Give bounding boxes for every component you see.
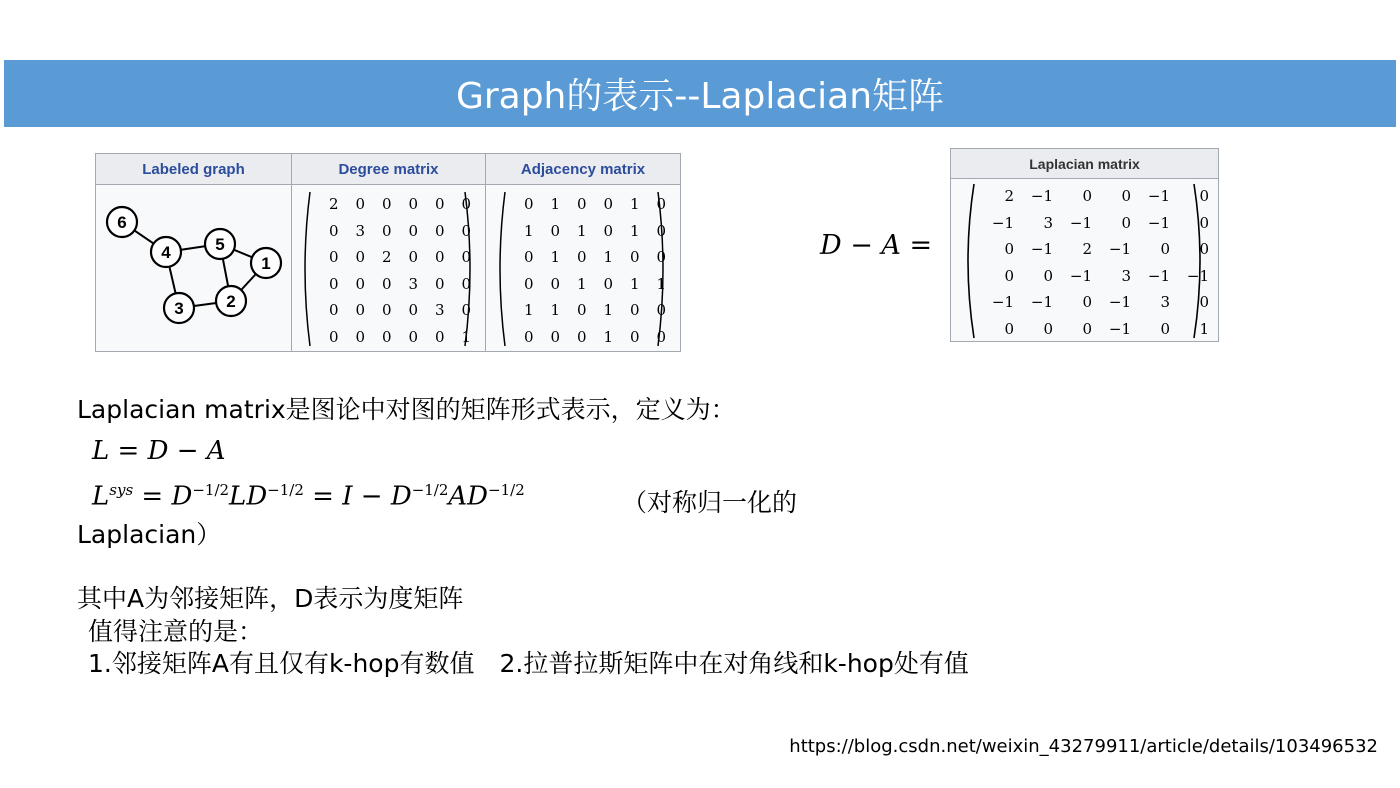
matrix-cell: 0: [461, 195, 471, 214]
matrix-cell: 0: [1082, 187, 1092, 206]
matrix-row: [507, 297, 666, 324]
note-points: 1.邻接矩阵A有且仅有k-hop有数值 2.拉普拉斯矩阵中在对角线和k-hop处有值: [88, 649, 969, 678]
symmetric-note-cont: Laplacian）: [77, 520, 222, 549]
matrix-row: [975, 263, 1209, 290]
matrix-cell: 0: [434, 274, 445, 293]
matrix-cell: −1: [1108, 319, 1131, 338]
matrix-cell: 1: [550, 248, 560, 267]
adjacency-matrix-cell: [486, 185, 681, 352]
matrix-cell: 2: [381, 248, 392, 267]
matrix-cell: 0: [603, 195, 613, 214]
matrix-cell: 0: [355, 327, 365, 346]
matrix-cell: 0: [328, 301, 339, 320]
matrix-row: [975, 183, 1209, 210]
symmetric-note: （对称归一化的: [622, 488, 798, 517]
graph-node-label: 1: [261, 254, 271, 273]
matrix-cell: 0: [328, 221, 339, 240]
matrix-cell: 0: [461, 274, 471, 293]
matrix-cell: 0: [408, 301, 418, 320]
matrix-cell: 0: [434, 327, 445, 346]
matrix-cell: 0: [461, 248, 471, 267]
matrix-cell: 3: [1160, 293, 1170, 312]
matrix-cell: −1: [1069, 213, 1092, 232]
matrix-cell: −1: [1147, 266, 1170, 285]
matrix-cell: 0: [1199, 293, 1209, 312]
matrix-cell: 3: [1043, 213, 1053, 232]
matrix-cell: 0: [523, 327, 534, 346]
matrix-row: [312, 191, 471, 218]
graph-matrices-table: [95, 153, 681, 352]
matrix-cell: 1: [576, 221, 587, 240]
labeled-graph-diagram: [96, 185, 291, 347]
matrix-row: [507, 324, 666, 351]
note-heading: 值得注意的是：: [88, 617, 264, 646]
degree-matrix: [292, 187, 485, 349]
laplacian-matrix-cell: [951, 179, 1219, 342]
matrix-cell: 1: [603, 327, 613, 346]
matrix-cell: 0: [576, 195, 587, 214]
matrix-row: [507, 218, 666, 245]
matrix-cell: 0: [1160, 319, 1170, 338]
matrix-cell: 1: [550, 301, 560, 320]
matrix-cell: 0: [355, 301, 365, 320]
matrix-row: [507, 191, 666, 218]
matrix-cell: −1: [1147, 213, 1170, 232]
matrix-cell: 1: [603, 301, 613, 320]
matrix-cell: 0: [1121, 187, 1131, 206]
right-paren: [1193, 183, 1207, 339]
matrix-cell: −1: [1108, 240, 1131, 259]
matrix-cell: 0: [603, 221, 613, 240]
labeled-graph-cell: [96, 185, 292, 352]
matrix-cell: 0: [523, 195, 534, 214]
matrix-cell: 0: [408, 221, 418, 240]
matrix-cell: 0: [355, 195, 365, 214]
matrix-cell: 1: [523, 301, 534, 320]
matrix-cell: −1: [1108, 293, 1131, 312]
right-paren: [464, 191, 476, 347]
matrix-cell: 0: [328, 327, 339, 346]
laplacian-table: [950, 148, 1219, 342]
matrix-cell: 3: [434, 301, 445, 320]
degree-matrix-cell: [292, 185, 486, 352]
matrix-row: [312, 324, 471, 351]
matrix-cell: 0: [1199, 187, 1209, 206]
matrix-cell: 0: [1199, 213, 1209, 232]
where-line: 其中A为邻接矩阵，D表示为度矩阵: [77, 584, 464, 613]
matrix-row: [975, 210, 1209, 237]
matrix-cell: 0: [576, 248, 587, 267]
matrix-cell: 0: [1160, 240, 1170, 259]
matrix-row: [312, 271, 471, 298]
matrix-cell: 0: [461, 301, 471, 320]
source-url: https://blog.csdn.net/weixin_43279911/article/details/103496532: [789, 736, 1378, 757]
matrix-cell: 0: [656, 195, 666, 214]
matrix-cell: 0: [656, 248, 666, 267]
formula-symmetric-laplacian: $L^{sys} = D^{-1/2}LD^{-1/2} = I - D^{-1/2}AD^{-1/2}$: [92, 481, 525, 512]
left-paren: [299, 191, 311, 347]
matrix-cell: 1: [656, 274, 666, 293]
matrix-cell: 0: [1004, 319, 1014, 338]
matrix-row: [975, 289, 1209, 316]
matrix-cell: 0: [1082, 319, 1092, 338]
matrix-cell: 0: [550, 327, 560, 346]
intro-text: Laplacian matrix是图论中对图的矩阵形式表示，定义为：: [77, 395, 736, 424]
matrix-cell: 0: [629, 248, 640, 267]
matrix-cell: 0: [1043, 266, 1053, 285]
matrix-cell: 1: [550, 195, 560, 214]
matrix-cell: 0: [434, 221, 445, 240]
header-adjacency-matrix: Adjacency matrix: [486, 154, 681, 185]
matrix-cell: 0: [434, 248, 445, 267]
matrix-cell: 0: [523, 274, 534, 293]
graph-node-label: 4: [161, 243, 171, 262]
matrix-cell: 0: [576, 327, 587, 346]
matrix-cell: −1: [1147, 187, 1170, 206]
matrix-row: [975, 236, 1209, 263]
matrix-cell: 1: [523, 221, 534, 240]
matrix-cell: 0: [629, 327, 640, 346]
matrix-row: [507, 271, 666, 298]
matrix-cell: 0: [1004, 240, 1014, 259]
right-paren: [657, 191, 669, 347]
matrix-cell: 0: [550, 274, 560, 293]
matrix-cell: 1: [629, 195, 640, 214]
matrix-cell: −1: [1030, 293, 1053, 312]
matrix-cell: 0: [1043, 319, 1053, 338]
left-paren: [961, 183, 975, 339]
laplacian-equation-label: D − A =: [820, 230, 933, 261]
formula-l-equals-d-minus-a: L = D − A: [92, 436, 226, 466]
matrix-cell: 0: [381, 274, 392, 293]
matrix-cell: 0: [408, 327, 418, 346]
matrix-cell: 0: [381, 221, 392, 240]
matrix-cell: 1: [461, 327, 471, 346]
matrix-cell: 0: [576, 301, 587, 320]
matrix-cell: 2: [328, 195, 339, 214]
graph-node-label: 5: [215, 235, 225, 254]
matrix-cell: 0: [355, 274, 365, 293]
matrix-cell: 3: [408, 274, 418, 293]
left-paren: [494, 191, 506, 347]
matrix-cell: 0: [461, 221, 471, 240]
matrix-cell: −1: [1030, 187, 1053, 206]
header-degree-matrix: Degree matrix: [292, 154, 486, 185]
matrix-row: [312, 244, 471, 271]
matrix-cell: 0: [328, 274, 339, 293]
matrix-cell: 1: [603, 248, 613, 267]
graph-node-label: 2: [226, 292, 236, 311]
matrix-cell: 0: [1121, 213, 1131, 232]
matrix-cell: 0: [1082, 293, 1092, 312]
matrix-cell: 0: [550, 221, 560, 240]
matrix-cell: 3: [1121, 266, 1131, 285]
matrix-cell: 0: [603, 274, 613, 293]
matrix-cell: 0: [434, 195, 445, 214]
matrix-cell: 0: [656, 301, 666, 320]
graph-node-label: 6: [117, 213, 127, 232]
matrix-cell: 2: [1004, 187, 1014, 206]
laplacian-matrix: [951, 179, 1218, 341]
matrix-cell: −1: [1030, 240, 1053, 259]
matrix-cell: 0: [381, 327, 392, 346]
matrix-cell: −1: [991, 213, 1014, 232]
matrix-cell: 0: [629, 301, 640, 320]
matrix-cell: 3: [355, 221, 365, 240]
header-laplacian-matrix: Laplacian matrix: [951, 149, 1219, 179]
matrix-row: [975, 316, 1209, 343]
matrix-cell: 0: [328, 248, 339, 267]
matrix-cell: 1: [1199, 319, 1209, 338]
matrix-cell: 0: [523, 248, 534, 267]
matrix-cell: 0: [355, 248, 365, 267]
matrix-cell: 0: [656, 221, 666, 240]
matrix-cell: 0: [381, 195, 392, 214]
matrix-cell: 0: [408, 248, 418, 267]
matrix-cell: 0: [1004, 266, 1014, 285]
matrix-cell: −1: [991, 293, 1014, 312]
matrix-cell: 0: [408, 195, 418, 214]
slide-title: Graph的表示--Laplacian矩阵: [4, 60, 1396, 127]
matrix-cell: −1: [1186, 266, 1209, 285]
matrix-cell: 0: [1199, 240, 1209, 259]
matrix-cell: 0: [656, 327, 666, 346]
adjacency-matrix: [486, 187, 680, 349]
header-labeled-graph: Labeled graph: [96, 154, 292, 185]
matrix-row: [312, 218, 471, 245]
matrix-cell: 1: [629, 274, 640, 293]
graph-node-label: 3: [174, 299, 184, 318]
matrix-cell: 2: [1082, 240, 1092, 259]
matrix-cell: 1: [629, 221, 640, 240]
matrix-row: [312, 297, 471, 324]
matrix-cell: 0: [381, 301, 392, 320]
matrix-cell: 1: [576, 274, 587, 293]
matrix-row: [507, 244, 666, 271]
matrix-cell: −1: [1069, 266, 1092, 285]
